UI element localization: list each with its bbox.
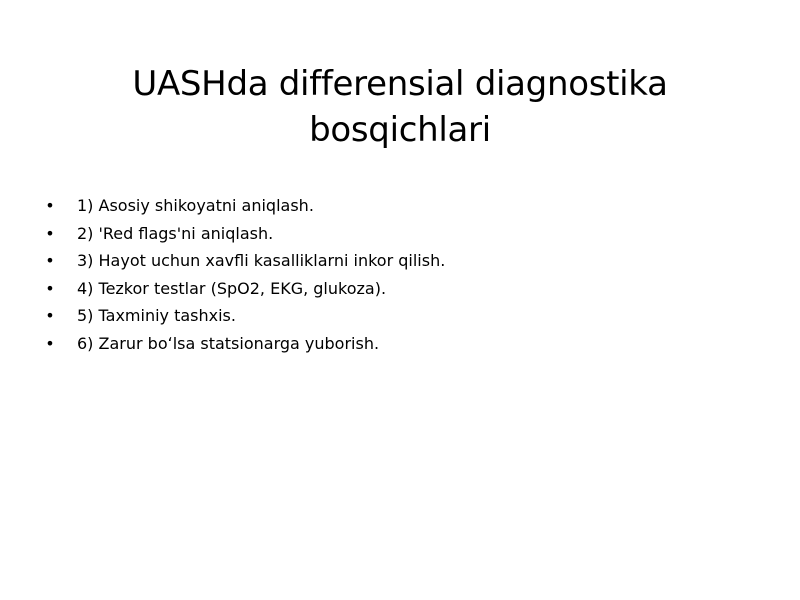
slide-title: [60, 61, 740, 153]
list-item-text: 4) Tezkor testlar (SpO2, EKG, glukoza).: [77, 278, 387, 298]
list-item: [44, 220, 744, 248]
bullet-icon: •: [45, 306, 55, 325]
bullet-icon: •: [45, 196, 55, 215]
bullet-icon: •: [45, 333, 55, 353]
bullet-icon: •: [45, 278, 55, 298]
list-item: [44, 275, 744, 303]
slide-title-line-2: bosqichlari: [309, 109, 491, 150]
bullet-icon: •: [45, 223, 55, 243]
list-item: [44, 302, 744, 330]
list-item: [44, 192, 744, 220]
slide-title-line-1: UASHda differensial diagnostika: [132, 63, 668, 104]
list-item-text: 1) Asosiy shikoyatni aniqlash.: [77, 196, 314, 215]
list-item: [44, 330, 744, 358]
list-item: [44, 247, 744, 275]
list-item-text: 3) Hayot uchun xavfli kasalliklarni inkor qilish.: [77, 251, 446, 270]
list-item-text: 5) Taxminiy tashxis.: [77, 306, 236, 325]
list-item-text: 2) 'Red flags'ni aniqlash.: [77, 223, 274, 243]
list-item-text: 6) Zarur boʻlsa statsionarga yuborish.: [77, 333, 380, 353]
bullet-icon: •: [45, 251, 55, 270]
bullet-list: [44, 192, 744, 357]
